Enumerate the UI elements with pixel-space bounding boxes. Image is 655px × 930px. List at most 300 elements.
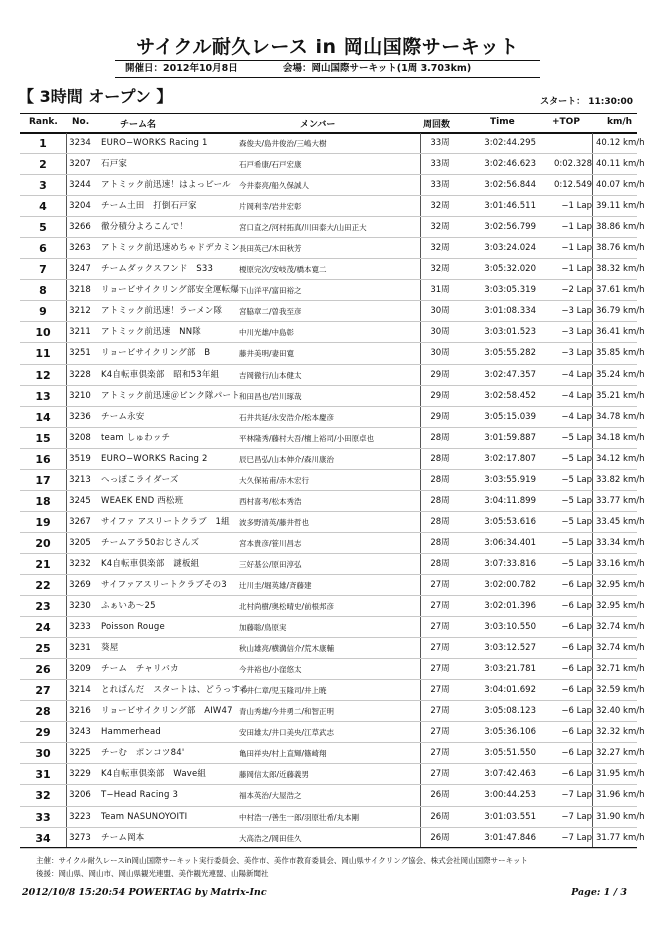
team-name-cell: T−Head Racing 3	[101, 790, 179, 801]
table-row	[20, 617, 645, 638]
header-time: Time	[490, 117, 515, 127]
laps-cell: 33周	[430, 180, 450, 191]
gap-cell: −5 Lap	[561, 453, 592, 464]
gap-cell: 0:12.549	[553, 180, 592, 191]
members-cell: 西村喜考/松本秀浩	[239, 496, 302, 506]
rank-cell: 18	[35, 494, 51, 508]
speed-cell: 31.95 km/h	[596, 769, 645, 780]
speed-cell: 36.41 km/h	[596, 327, 645, 338]
speed-cell: 31.77 km/h	[596, 832, 645, 843]
number-cell: 3273	[69, 832, 91, 843]
team-name-cell: アトミック前迅速めちゃドデカミン	[101, 243, 240, 254]
number-cell: 3229	[69, 769, 91, 780]
gap-cell: −6 Lap	[561, 664, 592, 675]
laps-cell: 27周	[430, 727, 450, 738]
laps-cell: 29周	[430, 390, 450, 401]
laps-cell: 33周	[430, 138, 450, 148]
table-row	[20, 554, 645, 575]
table-row	[20, 807, 645, 828]
time-cell: 3:02:56.844	[484, 180, 536, 191]
members-cell: 石戸希康/石戸宏康	[239, 160, 302, 170]
table-row	[20, 365, 645, 386]
rank-cell: 6	[39, 242, 47, 256]
team-name-cell: 石戸家	[101, 159, 128, 170]
laps-cell: 28周	[430, 537, 450, 548]
gap-cell: −5 Lap	[561, 432, 592, 443]
rank-cell: 14	[35, 410, 51, 424]
laps-cell: 27周	[430, 748, 450, 759]
laps-cell: 29周	[430, 411, 450, 422]
number-cell: 3232	[69, 558, 91, 569]
rank-cell: 24	[35, 621, 51, 635]
laps-cell: 32周	[430, 201, 450, 212]
laps-cell: 28周	[430, 474, 450, 485]
gap-cell: −6 Lap	[561, 685, 592, 696]
rank-cell: 11	[35, 347, 51, 361]
time-cell: 3:04:01.692	[484, 685, 536, 696]
time-cell: 3:02:44.295	[484, 138, 536, 148]
rank-cell: 5	[39, 221, 47, 235]
table-row	[20, 533, 645, 554]
speed-cell: 40.07 km/h	[596, 180, 645, 191]
header-laps: 周回数	[423, 120, 451, 130]
gap-cell: −6 Lap	[561, 601, 592, 612]
print-timestamp: 2012/10/8 15:20:54 POWERTAG by Matrix-Inc	[22, 887, 267, 898]
table-row	[20, 259, 645, 280]
time-cell: 3:05:51.550	[484, 748, 536, 759]
number-cell: 3213	[69, 474, 91, 485]
time-cell: 3:05:55.282	[484, 348, 536, 359]
table-row	[20, 280, 645, 301]
number-cell: 3212	[69, 306, 91, 317]
rank-cell: 7	[39, 263, 47, 277]
rank-cell: 10	[35, 326, 51, 340]
members-cell: 平林隆秀/藤村大吾/檀上裕司/小田原卓也	[239, 433, 375, 443]
rank-cell: 4	[39, 200, 47, 214]
members-cell: 北村尚樹/奥松晴史/前根邦彦	[239, 602, 335, 612]
speed-cell: 32.95 km/h	[596, 579, 645, 590]
table-row	[20, 175, 645, 196]
gap-cell: −4 Lap	[561, 390, 592, 401]
rank-cell: 20	[35, 536, 51, 550]
time-cell: 3:02:46.623	[484, 159, 536, 170]
gap-cell: −5 Lap	[561, 537, 592, 548]
table-row	[20, 238, 645, 259]
speed-cell: 32.74 km/h	[596, 622, 645, 633]
rank-cell: 26	[35, 663, 51, 677]
table-row	[20, 343, 645, 364]
event-date: 開催日：2012年10月8日	[125, 63, 238, 74]
gap-cell: −6 Lap	[561, 706, 592, 717]
table-row	[20, 743, 645, 764]
speed-cell: 33.45 km/h	[596, 516, 645, 527]
speed-cell: 37.61 km/h	[596, 285, 645, 296]
team-name-cell: アトミック前迅速＠ピンク隊パート	[101, 390, 240, 401]
members-cell: 宮脇章二/曽我至彦	[239, 307, 302, 317]
number-cell: 3209	[69, 664, 91, 675]
number-cell: 3216	[69, 706, 91, 717]
members-cell: 青山秀雄/今井勇二/和智正明	[239, 707, 335, 717]
team-name-cell: チーむ ポンコツ84'	[101, 748, 185, 759]
table-row	[20, 322, 645, 343]
gap-cell: −5 Lap	[561, 558, 592, 569]
time-cell: 3:03:24.024	[484, 243, 536, 254]
laps-cell: 33周	[430, 159, 450, 170]
members-cell: 辰巳昌弘/山本伸介/森川康治	[239, 454, 335, 464]
time-cell: 3:01:47.846	[484, 832, 536, 843]
rank-cell: 33	[35, 810, 51, 824]
rank-cell: 28	[35, 705, 51, 719]
number-cell: 3208	[69, 432, 91, 443]
members-cell: 亀田祥央/村上直輝/篠崎翔	[239, 749, 327, 759]
table-row	[20, 638, 645, 659]
number-cell: 3228	[69, 369, 91, 380]
gap-cell: −2 Lap	[561, 285, 592, 296]
laps-cell: 28周	[430, 453, 450, 464]
members-cell: 吉岡徹行/山本健太	[239, 370, 302, 380]
speed-cell: 38.76 km/h	[596, 243, 645, 254]
footer	[36, 855, 528, 880]
speed-cell: 34.12 km/h	[596, 453, 645, 464]
laps-cell: 27周	[430, 769, 450, 780]
table-row	[20, 575, 645, 596]
team-name-cell: アトミック前迅速！ラーメン隊	[101, 306, 223, 317]
time-cell: 3:02:00.782	[484, 579, 536, 590]
rank-cell: 31	[35, 768, 51, 782]
team-name-cell: リョービサイクリング部 B	[101, 348, 211, 359]
gap-cell: −6 Lap	[561, 622, 592, 633]
laps-cell: 31周	[430, 285, 450, 296]
gap-cell: −7 Lap	[561, 790, 592, 801]
time-cell: 3:03:55.919	[484, 474, 536, 485]
number-cell: 3236	[69, 411, 91, 422]
speed-cell: 32.27 km/h	[596, 748, 645, 759]
members-cell: 藤岡信太郎/近藤義男	[239, 770, 310, 780]
members-cell: 中川光雄/中島彰	[239, 328, 295, 338]
number-cell: 3225	[69, 748, 91, 759]
team-name-cell: サイファ アスリートクラブ 1組	[101, 516, 230, 527]
team-name-cell: サイファアスリートクラブその3	[101, 579, 227, 590]
speed-cell: 32.40 km/h	[596, 706, 645, 717]
table-row	[20, 196, 645, 217]
rank-cell: 17	[35, 473, 51, 487]
team-name-cell: チーム チャリバカ	[101, 664, 179, 675]
speed-cell: 39.11 km/h	[596, 201, 645, 212]
team-name-cell: チーム岡本	[101, 832, 145, 843]
members-cell: 和田昌也/岩川琢哉	[239, 391, 302, 401]
gap-cell: −4 Lap	[561, 411, 592, 422]
rank-cell: 22	[35, 578, 51, 592]
time-cell: 3:02:56.799	[484, 222, 536, 233]
table-row	[20, 596, 645, 617]
time-cell: 3:03:01.523	[484, 327, 536, 338]
gap-cell: −7 Lap	[561, 832, 592, 843]
time-cell: 3:01:46.511	[484, 201, 536, 212]
team-name-cell: K4自転車倶楽部 Wave組	[101, 769, 207, 780]
gap-cell: −6 Lap	[561, 748, 592, 759]
team-name-cell: K4自転車倶楽部 謎板組	[101, 558, 200, 569]
rank-cell: 32	[35, 789, 51, 803]
members-cell: 加藤聡/鳥原実	[239, 623, 287, 633]
rank-cell: 8	[39, 284, 47, 298]
gap-cell: −6 Lap	[561, 579, 592, 590]
laps-cell: 32周	[430, 222, 450, 233]
members-cell: 榎原完次/安岐茂/橋本寛二	[239, 265, 327, 275]
number-cell: 3244	[69, 180, 91, 191]
members-cell: 安田雄太/井口美央/江草武志	[239, 728, 335, 738]
number-cell: 3245	[69, 495, 91, 506]
time-cell: 3:07:42.463	[484, 769, 536, 780]
time-cell: 3:05:36.106	[484, 727, 536, 738]
team-name-cell: アトミック前迅速 NN隊	[101, 327, 201, 338]
number-cell: 3206	[69, 790, 91, 801]
table-row	[20, 701, 645, 722]
time-cell: 3:05:15.039	[484, 411, 536, 422]
gap-cell: −1 Lap	[561, 222, 592, 233]
laps-cell: 30周	[430, 348, 450, 359]
speed-cell: 33.82 km/h	[596, 474, 645, 485]
members-cell: 森俊夫/島井俊治/三嶋大樹	[239, 139, 327, 148]
table-row	[20, 680, 645, 701]
members-cell: 中村浩一/善生一郎/羽原壮希/丸本剛	[239, 812, 360, 822]
header-members: メンバー	[300, 120, 336, 130]
table-header	[20, 113, 637, 134]
time-cell: 3:05:53.616	[484, 516, 536, 527]
gap-cell: −6 Lap	[561, 643, 592, 654]
speed-cell: 38.32 km/h	[596, 264, 645, 275]
speed-cell: 35.21 km/h	[596, 390, 645, 401]
time-cell: 3:03:10.550	[484, 622, 536, 633]
footer-divider	[20, 847, 637, 848]
speed-cell: 31.96 km/h	[596, 790, 645, 801]
speed-cell: 34.78 km/h	[596, 411, 645, 422]
team-name-cell: ふぁいあ〜25	[101, 601, 156, 612]
team-name-cell: Team NASUNOYOITI	[101, 811, 188, 822]
rank-cell: 23	[35, 600, 51, 614]
speed-cell: 38.86 km/h	[596, 222, 645, 233]
number-cell: 3267	[69, 516, 91, 527]
laps-cell: 27周	[430, 579, 450, 590]
team-name-cell: Hammerhead	[101, 727, 161, 738]
members-cell: 秋山雄亮/横溝信介/荒木康輔	[239, 644, 335, 654]
time-cell: 3:02:17.807	[484, 453, 536, 464]
table-row	[20, 301, 645, 322]
team-name-cell: Poisson Rouge	[101, 622, 165, 633]
time-cell: 3:00:44.253	[484, 790, 536, 801]
team-name-cell: 葵屋	[101, 643, 119, 654]
time-cell: 3:03:21.781	[484, 664, 536, 675]
laps-cell: 32周	[430, 243, 450, 254]
time-cell: 3:01:59.887	[484, 432, 536, 443]
header-rank: Rank.	[29, 117, 58, 127]
members-cell: 宮口直之/河村拓真/川田泰大/山田正大	[239, 223, 367, 233]
number-cell: 3519	[69, 453, 91, 464]
laps-cell: 26周	[430, 790, 450, 801]
team-name-cell: とればんだ スタートは、どうっする	[101, 685, 249, 696]
header-team: チーム名	[120, 120, 157, 130]
table-row	[20, 828, 645, 849]
members-cell: 藤井美明/妻田寛	[239, 349, 295, 359]
laps-cell: 32周	[430, 264, 450, 275]
team-name-cell: EURO−WORKS Racing 2	[101, 453, 208, 464]
rank-cell: 21	[35, 557, 51, 571]
laps-cell: 29周	[430, 369, 450, 380]
rank-cell: 16	[35, 452, 51, 466]
organizer-text: 主催：サイクル耐久レースin岡山国際サーキット実行委員会、美作市、美作市教育委員会、岡山県サイクリング協会、株式会社岡山国際サーキット	[36, 856, 528, 865]
speed-cell: 32.74 km/h	[596, 643, 645, 654]
team-name-cell: チーム永安	[101, 411, 145, 422]
number-cell: 3204	[69, 201, 91, 212]
number-cell: 3211	[69, 327, 91, 338]
number-cell: 3210	[69, 390, 91, 401]
laps-cell: 28周	[430, 495, 450, 506]
number-cell: 3266	[69, 222, 91, 233]
gap-cell: −6 Lap	[561, 727, 592, 738]
laps-cell: 26周	[430, 832, 450, 843]
laps-cell: 28周	[430, 516, 450, 527]
time-cell: 3:01:03.551	[484, 811, 536, 822]
table-row	[20, 722, 645, 743]
speed-cell: 33.77 km/h	[596, 495, 645, 506]
team-name-cell: EURO−WORKS Racing 1	[101, 138, 208, 148]
laps-cell: 27周	[430, 664, 450, 675]
event-info	[115, 60, 540, 78]
time-cell: 3:03:12.527	[484, 643, 536, 654]
support-text: 後援：岡山県、岡山市、岡山県観光連盟、美作観光連盟、山陽新聞社	[36, 868, 269, 878]
gap-cell: −5 Lap	[561, 495, 592, 506]
gap-cell: −5 Lap	[561, 516, 592, 527]
number-cell: 3218	[69, 285, 91, 296]
speed-cell: 33.34 km/h	[596, 537, 645, 548]
rank-cell: 15	[35, 431, 51, 445]
page-title: サイクル耐久レース in 岡山国際サーキット	[136, 36, 519, 58]
page-number: Page: 1 / 3	[571, 887, 627, 898]
number-cell: 3205	[69, 537, 91, 548]
speed-cell: 32.59 km/h	[596, 685, 645, 696]
gap-cell: −1 Lap	[561, 264, 592, 275]
rank-cell: 34	[35, 831, 51, 845]
number-cell: 3230	[69, 601, 91, 612]
laps-cell: 28周	[430, 558, 450, 569]
speed-cell: 31.90 km/h	[596, 811, 645, 822]
table-row	[20, 491, 645, 512]
team-name-cell: チームアラ50おじさんズ	[101, 537, 200, 548]
members-cell: 辻川圭/堀英雄/斉藤建	[239, 580, 312, 590]
time-cell: 3:02:58.452	[484, 390, 536, 401]
rank-cell: 27	[35, 684, 51, 698]
table-row	[20, 659, 645, 680]
number-cell: 3251	[69, 348, 91, 359]
time-cell: 3:05:08.123	[484, 706, 536, 717]
time-cell: 3:01:08.334	[484, 306, 536, 317]
race-category: 【 3時間 オープン 】	[18, 87, 173, 106]
team-name-cell: チームダックスフンド S33	[101, 264, 214, 275]
table-row	[20, 764, 645, 785]
laps-cell: 30周	[430, 306, 450, 317]
rank-cell: 19	[35, 515, 51, 529]
number-cell: 3207	[69, 159, 91, 170]
number-cell: 3269	[69, 579, 91, 590]
laps-cell: 27周	[430, 601, 450, 612]
time-cell: 3:04:11.899	[484, 495, 536, 506]
members-cell: 三好基公/原田淳弘	[239, 559, 302, 569]
time-cell: 3:03:05.319	[484, 285, 536, 296]
start-time: スタート： 11:30:00	[540, 97, 633, 107]
time-cell: 3:02:01.396	[484, 601, 536, 612]
members-cell: 今井泰亮/船久保誠人	[239, 181, 310, 191]
team-name-cell: リョービサイクリング部 AIW47	[101, 706, 233, 717]
laps-cell: 28周	[430, 432, 450, 443]
rank-cell: 3	[39, 179, 47, 193]
number-cell: 3247	[69, 264, 91, 275]
number-cell: 3231	[69, 643, 91, 654]
time-cell: 3:07:33.816	[484, 558, 536, 569]
table-row	[20, 512, 645, 533]
rank-cell: 1	[39, 137, 47, 150]
team-name-cell: 徹分積分よろこんで！	[101, 222, 189, 233]
gap-cell: −3 Lap	[561, 306, 592, 317]
number-cell: 3234	[69, 138, 91, 148]
gap-cell: −7 Lap	[561, 811, 592, 822]
members-cell: 長田英己/木田秋芳	[239, 244, 302, 254]
laps-cell: 27周	[430, 685, 450, 696]
rank-cell: 30	[35, 747, 51, 761]
team-name-cell: チーム土田 打倒石戸家	[101, 201, 197, 212]
team-name-cell: team しゅわッチ	[101, 432, 171, 443]
event-venue: 会場：岡山国際サーキット(1周 3.703km)	[283, 63, 472, 74]
gap-cell: −1 Lap	[561, 243, 592, 254]
speed-cell: 32.95 km/h	[596, 601, 645, 612]
number-cell: 3243	[69, 727, 91, 738]
laps-cell: 26周	[430, 811, 450, 822]
members-cell: 片岡利幸/岩井宏彰	[239, 202, 302, 212]
table-row	[20, 449, 645, 470]
table-row	[20, 386, 645, 407]
members-cell: 宮本貴彦/笹川昌志	[239, 538, 302, 548]
rank-cell: 9	[39, 305, 47, 319]
gap-cell: −6 Lap	[561, 769, 592, 780]
speed-cell: 36.79 km/h	[596, 306, 645, 317]
speed-cell: 40.11 km/h	[596, 159, 645, 170]
speed-cell: 35.24 km/h	[596, 369, 645, 380]
team-name-cell: アトミック前迅速！はよっピール	[101, 180, 231, 191]
gap-cell: −3 Lap	[561, 348, 592, 359]
gap-cell: −3 Lap	[561, 327, 592, 338]
table-row	[20, 785, 645, 806]
members-cell: 下山洋平/富田裕之	[239, 286, 302, 296]
members-cell: 大高浩之/岡田佳久	[239, 833, 302, 843]
members-cell: 波多野清英/藤井哲也	[239, 517, 310, 527]
laps-cell: 30周	[430, 327, 450, 338]
time-cell: 3:06:34.401	[484, 537, 536, 548]
speed-cell: 33.16 km/h	[596, 558, 645, 569]
table-row	[20, 470, 645, 491]
table-row	[20, 217, 645, 238]
results-table	[20, 133, 645, 849]
table-row	[20, 133, 645, 154]
gap-cell: −5 Lap	[561, 474, 592, 485]
rank-cell: 2	[39, 158, 47, 172]
team-name-cell: リョービサイクリング部安全運転爆	[101, 285, 240, 296]
rank-cell: 25	[35, 642, 51, 656]
speed-cell: 40.12 km/h	[596, 138, 645, 148]
gap-cell: −1 Lap	[561, 201, 592, 212]
members-cell: 福本英治/大屋浩之	[239, 791, 302, 801]
gap-cell: 0:02.328	[553, 159, 592, 170]
members-cell: 大久保祐甫/赤木宏行	[239, 475, 310, 485]
time-cell: 3:02:47.357	[484, 369, 536, 380]
table-row	[20, 154, 645, 175]
